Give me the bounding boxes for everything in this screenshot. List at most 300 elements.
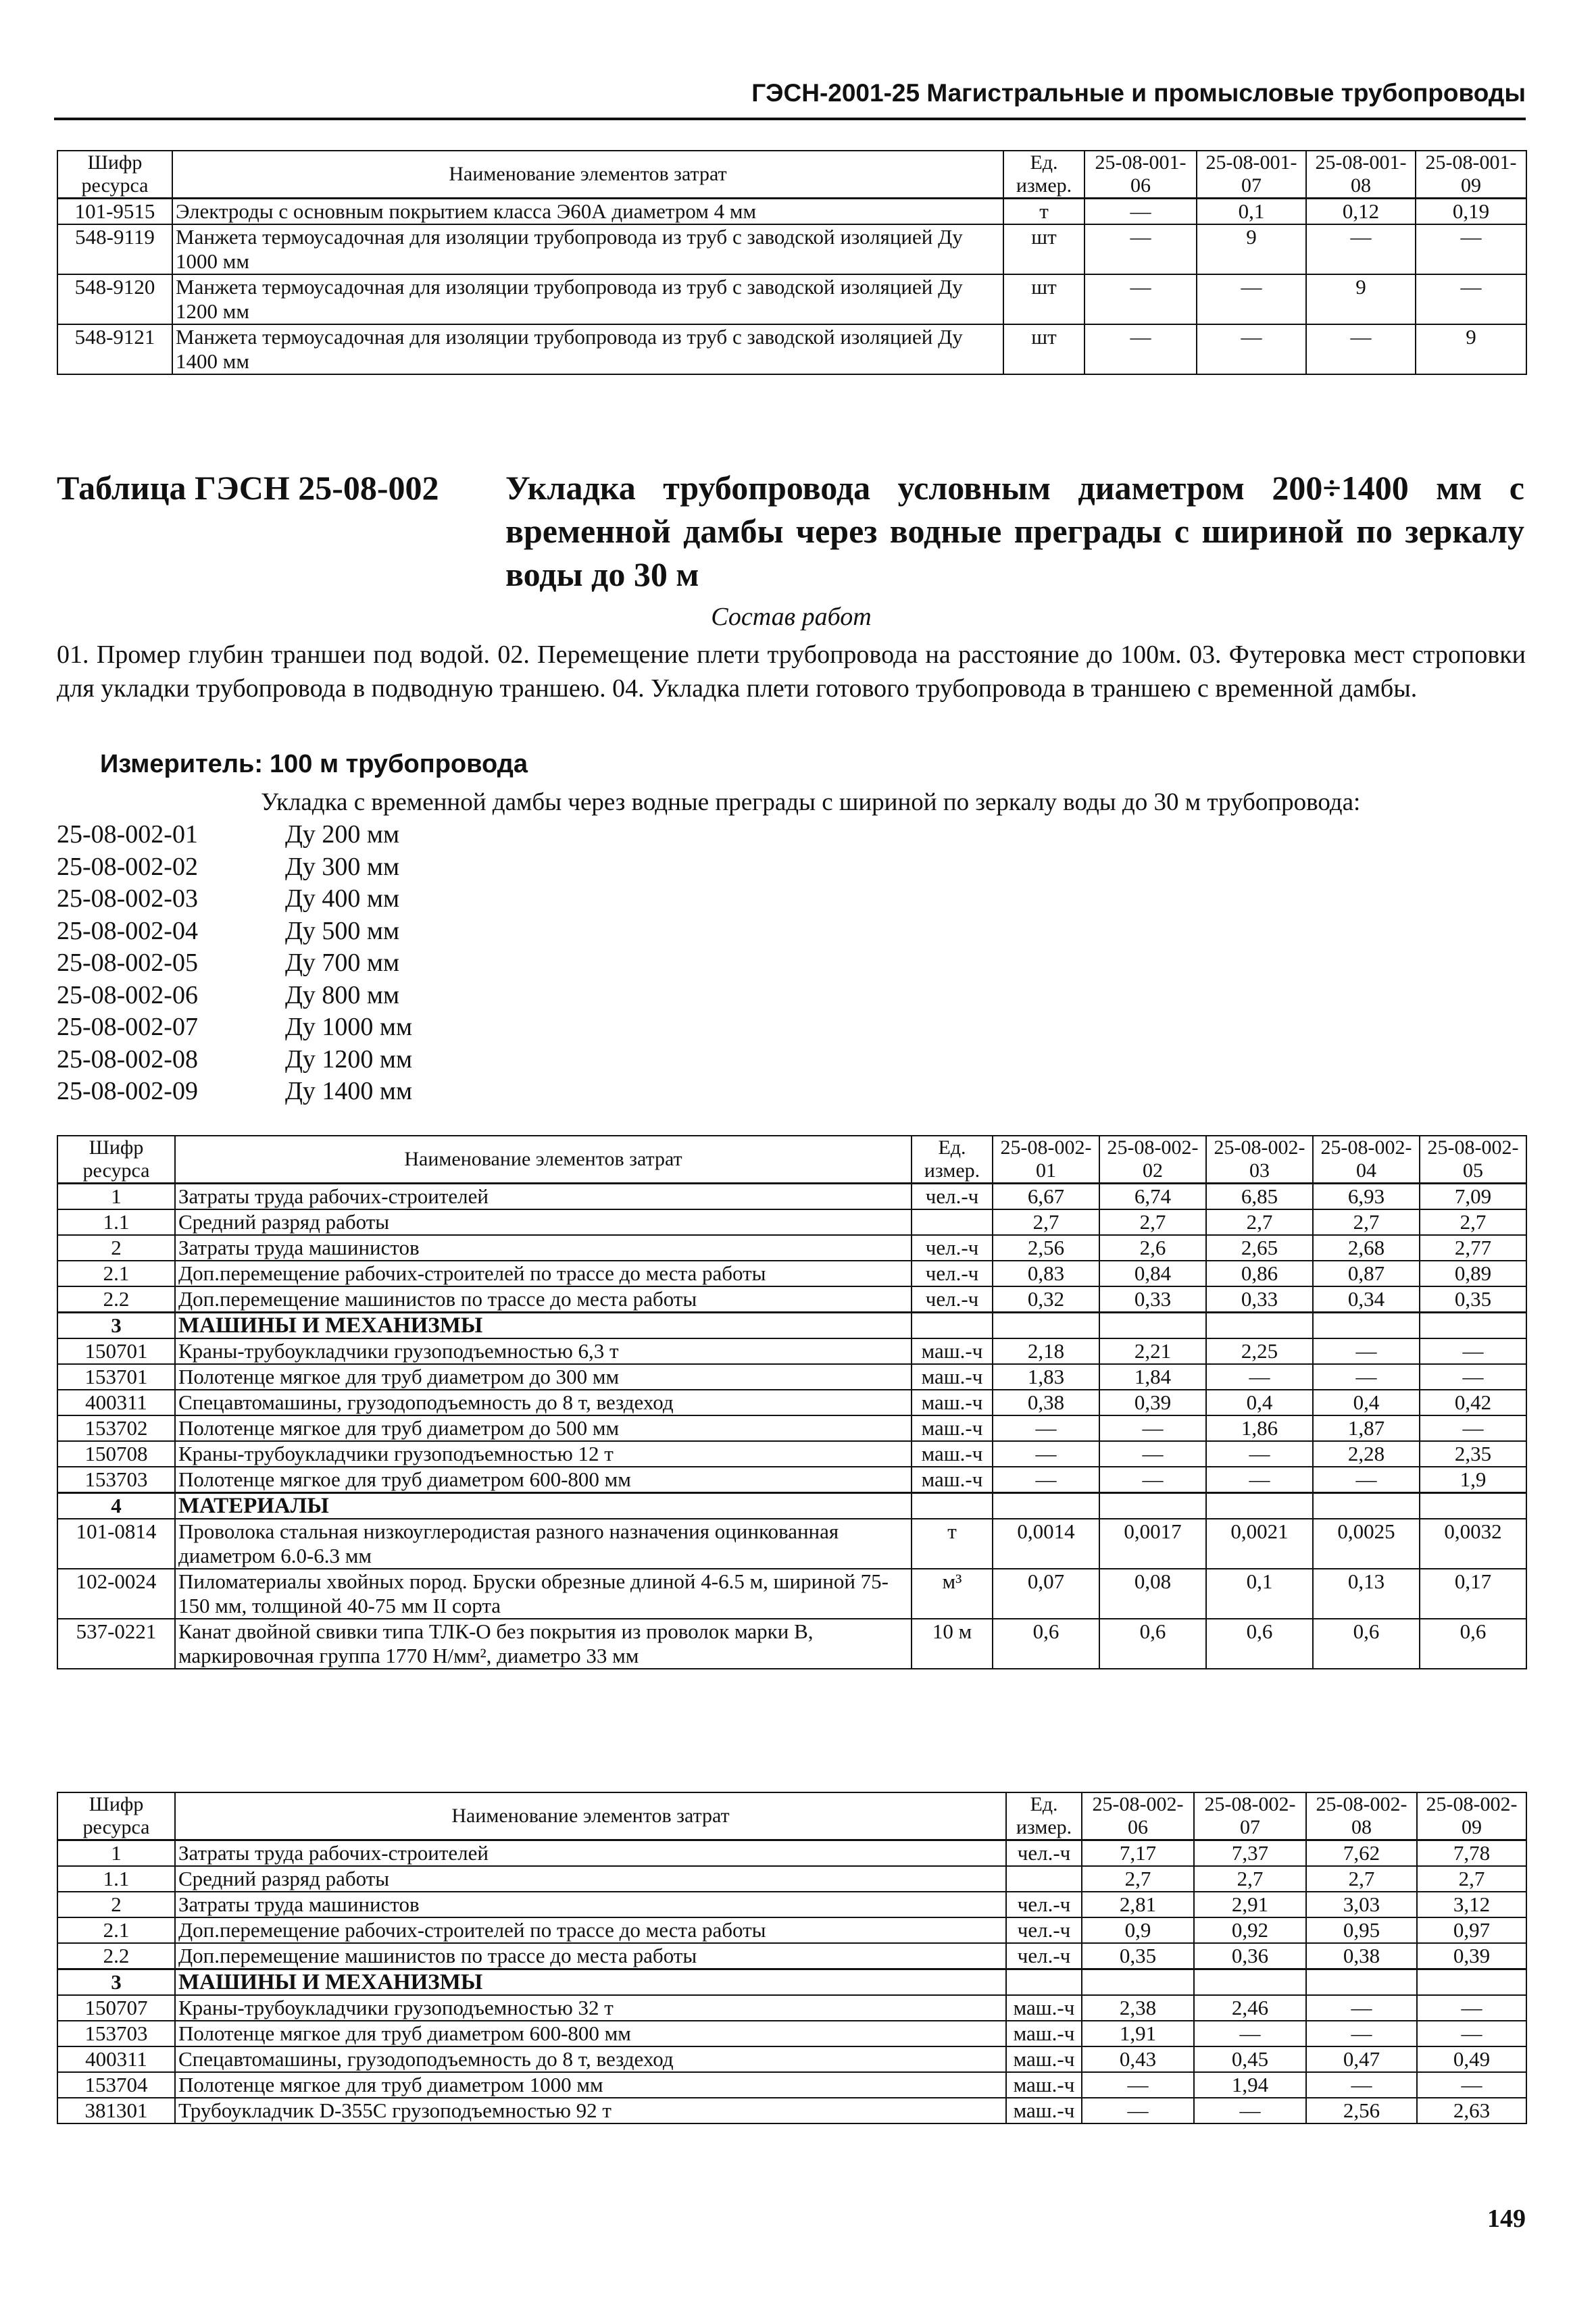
table-row (57, 1866, 1526, 1892)
code-number: 25-08-002-07 (57, 1013, 198, 1041)
resource-value: — (1197, 324, 1306, 374)
resource-value: — (1206, 1467, 1313, 1493)
resource-name: Средний разряд работы (175, 1866, 1006, 1892)
resource-value: 0,39 (1099, 1390, 1206, 1415)
resource-unit (1006, 1969, 1082, 1996)
table-row (57, 1969, 1526, 1996)
table-row (57, 1840, 1526, 1867)
column-header: Ед. измер. (912, 1136, 993, 1184)
resource-name: Краны-трубоукладчики грузоподъемностью 12 т (175, 1441, 912, 1467)
resource-code: 1.1 (57, 1209, 175, 1235)
code-item (57, 1011, 1003, 1044)
resource-unit: 10 м (912, 1619, 993, 1669)
resource-table-top (57, 150, 1527, 375)
resource-value: — (1099, 1467, 1206, 1493)
table-header-row (57, 1792, 1526, 1840)
resource-name: Проволока стальная низкоуглеродистая разного назначения оцинкованная диаметром 6.0-6.3 мм (175, 1519, 912, 1569)
resource-value (993, 1493, 1099, 1519)
resource-value: 0,19 (1416, 199, 1526, 225)
table-row (57, 1441, 1526, 1467)
resource-value: — (1420, 1415, 1526, 1441)
page-header: ГЭСН-2001-25 Магистральные и промысловые трубопроводы (54, 76, 1526, 120)
resource-value: 0,9 (1082, 1917, 1194, 1943)
resource-code: 153702 (57, 1415, 175, 1441)
resource-value: 0,0021 (1206, 1519, 1313, 1569)
code-item (57, 883, 1003, 915)
resource-value (1313, 1313, 1420, 1339)
resource-unit: шт (1003, 324, 1084, 374)
resource-value (993, 1313, 1099, 1339)
resource-code: 381301 (57, 2098, 175, 2123)
code-description: Ду 700 мм (285, 949, 400, 977)
column-header: 25-08-001-08 (1306, 151, 1416, 199)
resource-value: — (1082, 2072, 1194, 2098)
resource-unit: маш.-ч (1006, 2098, 1082, 2123)
table-row (57, 2098, 1526, 2123)
code-number: 25-08-002-06 (57, 980, 198, 1009)
resource-name: Пиломатериалы хвойных пород. Бруски обрезные длиной 4-6.5 м, шириной 75-150 мм, толщиной 40-75 мм II сорта (175, 1569, 912, 1619)
resource-name: Полотенце мягкое для труб диаметром до 300 мм (175, 1364, 912, 1390)
resource-unit: маш.-ч (912, 1441, 993, 1467)
resource-value: 9 (1197, 224, 1306, 274)
resource-code: 153703 (57, 1467, 175, 1493)
column-header: Ед. измер. (1003, 151, 1084, 199)
resource-value: 2,56 (1306, 2098, 1417, 2123)
resource-value: 1,83 (993, 1364, 1099, 1390)
works-heading: Состав работ (711, 603, 872, 631)
resource-name: Доп.перемещение машинистов по трассе до места работы (175, 1286, 912, 1313)
resource-value: 0,17 (1420, 1569, 1526, 1619)
code-item (57, 851, 1003, 884)
resource-unit: маш.-ч (912, 1467, 993, 1493)
table-row (57, 1286, 1526, 1313)
resource-value: 0,45 (1194, 2046, 1306, 2072)
column-header: 25-08-001-06 (1084, 151, 1197, 199)
resource-code: 2 (57, 1892, 175, 1917)
resource-name: Краны-трубоукладчики грузоподъемностью 32 т (175, 1995, 1006, 2021)
resource-name: Спецавтомашины, грузодоподъемность до 8 т, вездеход (175, 1390, 912, 1415)
resource-unit: маш.-ч (912, 1364, 993, 1390)
resource-value: — (1084, 274, 1197, 324)
table-row (57, 1892, 1526, 1917)
resource-value: 2,18 (993, 1338, 1099, 1364)
resource-value: 7,62 (1306, 1840, 1417, 1867)
resource-value: 7,17 (1082, 1840, 1194, 1867)
table-row (57, 224, 1526, 274)
code-description: Ду 1000 мм (285, 1013, 413, 1041)
table-row (57, 1184, 1526, 1210)
resource-name: МАТЕРИАЛЫ (175, 1493, 912, 1519)
table-title: Укладка трубопровода условным диаметром 200÷1400 мм с временной дамбы через водные преграды с шириной по зеркалу воды до 30 м (505, 469, 1524, 593)
resource-value: 6,67 (993, 1184, 1099, 1210)
resource-code: 2 (57, 1235, 175, 1261)
resource-code: 2.1 (57, 1917, 175, 1943)
resource-value: 0,0032 (1420, 1519, 1526, 1569)
resource-value (1206, 1313, 1313, 1339)
resource-unit: маш.-ч (1006, 1995, 1082, 2021)
column-header: Шифр ресурса (57, 1136, 175, 1184)
resource-value: — (1416, 224, 1526, 274)
resource-name: Манжета термоусадочная для изоляции трубопровода из труб с заводской изоляцией Ду 1400 мм (172, 324, 1003, 374)
resource-value: 0,0014 (993, 1519, 1099, 1569)
resource-code: 153704 (57, 2072, 175, 2098)
code-number: 25-08-002-04 (57, 916, 198, 945)
resource-value: — (1313, 1467, 1420, 1493)
resource-unit: маш.-ч (912, 1338, 993, 1364)
resource-value: — (1306, 324, 1416, 374)
resource-value: 1,91 (1082, 2021, 1194, 2046)
resource-value: 2,35 (1420, 1441, 1526, 1467)
resource-value: 1,94 (1194, 2072, 1306, 2098)
resource-value: 0,36 (1194, 1943, 1306, 1969)
resource-value: 0,1 (1197, 199, 1306, 225)
resource-value: 6,93 (1313, 1184, 1420, 1210)
resource-value: 0,4 (1206, 1390, 1313, 1415)
resource-value: — (1306, 2021, 1417, 2046)
resource-name: Краны-трубоукладчики грузоподъемностью 6,3 т (175, 1338, 912, 1364)
resource-name: Доп.перемещение машинистов по трассе до места работы (175, 1943, 1006, 1969)
column-header: 25-08-002-05 (1420, 1136, 1526, 1184)
column-header: Наименование элементов затрат (175, 1792, 1006, 1840)
resource-value: — (1420, 1338, 1526, 1364)
resource-value: 0,84 (1099, 1261, 1206, 1286)
resource-value: — (1313, 1364, 1420, 1390)
table-row (57, 1415, 1526, 1441)
table-row (57, 1364, 1526, 1390)
resource-value: 0,6 (1206, 1619, 1313, 1669)
resource-name: Средний разряд работы (175, 1209, 912, 1235)
resource-unit: шт (1003, 224, 1084, 274)
table-row (57, 1493, 1526, 1519)
table-row (57, 274, 1526, 324)
resource-name: Трубоукладчик D-355C грузоподъемностью 92 т (175, 2098, 1006, 2123)
resource-value: 0,6 (993, 1619, 1099, 1669)
resource-value: 0,6 (1099, 1619, 1206, 1669)
resource-code: 153703 (57, 2021, 175, 2046)
codes-list (57, 819, 1003, 1108)
code-item (57, 915, 1003, 948)
code-description: Ду 300 мм (285, 852, 400, 881)
resource-value: — (1417, 2021, 1526, 2046)
resource-value: 6,74 (1099, 1184, 1206, 1210)
table-header-row (57, 1136, 1526, 1184)
table-row (57, 1313, 1526, 1339)
resource-value: 2,63 (1417, 2098, 1526, 2123)
resource-value: 0,6 (1313, 1619, 1420, 1669)
resource-name: МАШИНЫ И МЕХАНИЗМЫ (175, 1969, 1006, 1996)
resource-value: 0,0017 (1099, 1519, 1206, 1569)
table-row (57, 1619, 1526, 1669)
column-header: 25-08-001-07 (1197, 151, 1306, 199)
resource-value (1420, 1493, 1526, 1519)
resource-name: Электроды с основным покрытием класса Э60А диаметром 4 мм (172, 199, 1003, 225)
resource-value: — (993, 1467, 1099, 1493)
resource-value: 0,34 (1313, 1286, 1420, 1313)
table-row (57, 1917, 1526, 1943)
resource-code: 400311 (57, 2046, 175, 2072)
resource-code: 1 (57, 1184, 175, 1210)
resource-value: 0,1 (1206, 1569, 1313, 1619)
resource-value: 3,12 (1417, 1892, 1526, 1917)
resource-unit: маш.-ч (1006, 2072, 1082, 2098)
resource-value: 7,09 (1420, 1184, 1526, 1210)
resource-unit: т (912, 1519, 993, 1569)
resource-code: 2.2 (57, 1943, 175, 1969)
resource-value: — (993, 1415, 1099, 1441)
resource-value: — (1084, 224, 1197, 274)
code-item (57, 1076, 1003, 1108)
resource-value: 1,87 (1313, 1415, 1420, 1441)
resource-value: 1,84 (1099, 1364, 1206, 1390)
resource-value: 0,97 (1417, 1917, 1526, 1943)
resource-value (1417, 1969, 1526, 1996)
table-row (57, 1235, 1526, 1261)
resource-value: 0,43 (1082, 2046, 1194, 2072)
resource-name: Спецавтомашины, грузодоподъемность до 8 т, вездеход (175, 2046, 1006, 2072)
code-number: 25-08-002-08 (57, 1045, 198, 1074)
table-row (57, 2072, 1526, 2098)
resource-unit (912, 1493, 993, 1519)
resource-value: 0,38 (993, 1390, 1099, 1415)
resource-value: 2,77 (1420, 1235, 1526, 1261)
resource-value: — (1306, 2072, 1417, 2098)
resource-value: 0,86 (1206, 1261, 1313, 1286)
code-number: 25-08-002-09 (57, 1077, 198, 1105)
resource-value: 0,12 (1306, 199, 1416, 225)
resource-value: — (1417, 1995, 1526, 2021)
resource-value: — (1206, 1364, 1313, 1390)
resource-value: — (1099, 1415, 1206, 1441)
resource-code: 1 (57, 1840, 175, 1867)
resource-value: 2,6 (1099, 1235, 1206, 1261)
resource-name: Полотенце мягкое для труб диаметром 1000 мм (175, 2072, 1006, 2098)
resource-code: 2.1 (57, 1261, 175, 1286)
resource-value: 2,7 (1313, 1209, 1420, 1235)
resource-value: 0,33 (1206, 1286, 1313, 1313)
resource-code: 548-9120 (57, 274, 172, 324)
resource-code: 150707 (57, 1995, 175, 2021)
resource-value (1194, 1969, 1306, 1996)
table-label: Таблица ГЭСН 25-08-002 (57, 469, 439, 507)
resource-unit (912, 1209, 993, 1235)
column-header: 25-08-002-01 (993, 1136, 1099, 1184)
resource-value: 2,7 (1306, 1866, 1417, 1892)
resource-code: 102-0024 (57, 1569, 175, 1619)
resource-unit: шт (1003, 274, 1084, 324)
resource-value: 0,08 (1099, 1569, 1206, 1619)
resource-value: 2,56 (993, 1235, 1099, 1261)
resource-unit: чел.-ч (1006, 1943, 1082, 1969)
table-row (57, 1209, 1526, 1235)
resource-code: 150708 (57, 1441, 175, 1467)
resource-code: 3 (57, 1969, 175, 1996)
column-header: 25-08-002-02 (1099, 1136, 1206, 1184)
resource-value: 9 (1306, 274, 1416, 324)
table-row (57, 2021, 1526, 2046)
resource-value (1420, 1313, 1526, 1339)
resource-value: 2,68 (1313, 1235, 1420, 1261)
resource-value: 2,46 (1194, 1995, 1306, 2021)
resource-code: 150701 (57, 1338, 175, 1364)
resource-value: 2,7 (1206, 1209, 1313, 1235)
resource-value: 0,89 (1420, 1261, 1526, 1286)
resource-value: 1,9 (1420, 1467, 1526, 1493)
resource-value: — (1197, 274, 1306, 324)
resource-code: 4 (57, 1493, 175, 1519)
column-header: 25-08-002-03 (1206, 1136, 1313, 1184)
resource-name: Полотенце мягкое для труб диаметром 600-800 мм (175, 1467, 912, 1493)
resource-value: 2,65 (1206, 1235, 1313, 1261)
code-description: Ду 1400 мм (285, 1077, 413, 1105)
resource-value: — (1206, 1441, 1313, 1467)
resource-code: 153701 (57, 1364, 175, 1390)
resource-value: 7,37 (1194, 1840, 1306, 1867)
table-row (57, 1995, 1526, 2021)
resource-unit: чел.-ч (912, 1286, 993, 1313)
column-header: Наименование элементов затрат (172, 151, 1003, 199)
table-row (57, 1467, 1526, 1493)
code-description: Ду 400 мм (285, 884, 400, 913)
resource-code: 101-0814 (57, 1519, 175, 1569)
resource-unit (1006, 1866, 1082, 1892)
resource-value: — (1194, 2098, 1306, 2123)
resource-table-main (57, 1135, 1527, 1669)
resource-value: 9 (1416, 324, 1526, 374)
resource-value: 2,28 (1313, 1441, 1420, 1467)
column-header: Шифр ресурса (57, 151, 172, 199)
resource-unit: маш.-ч (912, 1390, 993, 1415)
column-header: 25-08-002-09 (1417, 1792, 1526, 1840)
code-item (57, 980, 1003, 1012)
resource-value: 2,7 (993, 1209, 1099, 1235)
code-description: Ду 200 мм (285, 820, 400, 849)
resource-value: 0,87 (1313, 1261, 1420, 1286)
resource-code: 548-9119 (57, 224, 172, 274)
column-header: Наименование элементов затрат (175, 1136, 912, 1184)
resource-value (1206, 1493, 1313, 1519)
resource-value: 0,39 (1417, 1943, 1526, 1969)
code-item (57, 947, 1003, 980)
resource-unit: маш.-ч (1006, 2021, 1082, 2046)
resource-name: Полотенце мягкое для труб диаметром до 500 мм (175, 1415, 912, 1441)
page-number: 149 (1487, 2205, 1526, 2233)
resource-unit: чел.-ч (1006, 1892, 1082, 1917)
resource-value (1099, 1493, 1206, 1519)
resource-value: — (1416, 274, 1526, 324)
resource-value: 0,33 (1099, 1286, 1206, 1313)
table-row (57, 1261, 1526, 1286)
resource-code: 3 (57, 1313, 175, 1339)
resource-value: — (1194, 2021, 1306, 2046)
resource-value: 0,38 (1306, 1943, 1417, 1969)
table-row (57, 324, 1526, 374)
column-header: 25-08-001-09 (1416, 151, 1526, 199)
table-row (57, 1943, 1526, 1969)
code-number: 25-08-002-01 (57, 820, 198, 849)
resource-value: 6,85 (1206, 1184, 1313, 1210)
resource-value: — (1084, 324, 1197, 374)
table-row (57, 1390, 1526, 1415)
table-row (57, 1569, 1526, 1619)
resource-value: 0,13 (1313, 1569, 1420, 1619)
resource-name: Затраты труда машинистов (175, 1892, 1006, 1917)
resource-code: 548-9121 (57, 324, 172, 374)
table-row (57, 199, 1526, 225)
resource-value: — (1084, 199, 1197, 225)
code-number: 25-08-002-02 (57, 852, 198, 881)
resource-unit: чел.-ч (912, 1184, 993, 1210)
resource-code: 2.2 (57, 1286, 175, 1313)
resource-name: Затраты труда рабочих-строителей (175, 1840, 1006, 1867)
works-text: 01. Промер глубин траншеи под водой. 02. Перемещение плети трубопровода на расстояние до 100м. 03. Футеровка мест строповки для укладки трубопровода в подводную траншею. 04. Укладка плети готового трубопровода в траншею с временной дамбы. (57, 640, 1526, 703)
resource-unit: чел.-ч (912, 1261, 993, 1286)
code-item (57, 1044, 1003, 1076)
table-header-row (57, 151, 1526, 199)
resource-value: 0,35 (1082, 1943, 1194, 1969)
resource-code: 537-0221 (57, 1619, 175, 1669)
resource-value: 2,21 (1099, 1338, 1206, 1364)
resource-value: 3,03 (1306, 1892, 1417, 1917)
resource-value: 0,95 (1306, 1917, 1417, 1943)
resource-unit: чел.-ч (912, 1235, 993, 1261)
resource-unit: чел.-ч (1006, 1840, 1082, 1867)
meter-value: 100 м трубопровода (269, 750, 528, 778)
column-header: Ед. измер. (1006, 1792, 1082, 1840)
resource-name: МАШИНЫ И МЕХАНИЗМЫ (175, 1313, 912, 1339)
resource-value: 0,35 (1420, 1286, 1526, 1313)
code-number: 25-08-002-03 (57, 884, 198, 913)
resource-name: Манжета термоусадочная для изоляции трубопровода из труб с заводской изоляцией Ду 1200 мм (172, 274, 1003, 324)
resource-unit: маш.-ч (912, 1415, 993, 1441)
resource-value (1082, 1969, 1194, 1996)
resource-value: — (1420, 1364, 1526, 1390)
resource-value: — (1417, 2072, 1526, 2098)
resource-code: 1.1 (57, 1866, 175, 1892)
resource-value: 0,6 (1420, 1619, 1526, 1669)
resource-unit: т (1003, 199, 1084, 225)
resource-unit: чел.-ч (1006, 1917, 1082, 1943)
resource-unit: м³ (912, 1569, 993, 1619)
resource-value: 0,07 (993, 1569, 1099, 1619)
resource-code: 400311 (57, 1390, 175, 1415)
resource-value: — (1306, 224, 1416, 274)
resource-value: — (1306, 1995, 1417, 2021)
column-header: 25-08-002-07 (1194, 1792, 1306, 1840)
resource-value: 2,25 (1206, 1338, 1313, 1364)
resource-unit (912, 1313, 993, 1339)
column-header: 25-08-002-04 (1313, 1136, 1420, 1184)
resource-value: 0,4 (1313, 1390, 1420, 1415)
resource-value: 2,7 (1194, 1866, 1306, 1892)
resource-value: — (993, 1441, 1099, 1467)
column-header: Шифр ресурса (57, 1792, 175, 1840)
resource-name: Полотенце мягкое для труб диаметром 600-800 мм (175, 2021, 1006, 2046)
code-number: 25-08-002-05 (57, 949, 198, 977)
resource-value: 2,81 (1082, 1892, 1194, 1917)
resource-value: 2,91 (1194, 1892, 1306, 1917)
resource-value: 2,7 (1082, 1866, 1194, 1892)
resource-value: 1,86 (1206, 1415, 1313, 1441)
resource-name: Манжета термоусадочная для изоляции трубопровода из труб с заводской изоляцией Ду 1000 мм (172, 224, 1003, 274)
resource-value: 0,42 (1420, 1390, 1526, 1415)
resource-value: 2,7 (1417, 1866, 1526, 1892)
resource-value: 2,38 (1082, 1995, 1194, 2021)
code-description: Ду 800 мм (285, 980, 400, 1009)
resource-value (1306, 1969, 1417, 1996)
resource-name: Затраты труда машинистов (175, 1235, 912, 1261)
resource-value (1099, 1313, 1206, 1339)
resource-value: 0,32 (993, 1286, 1099, 1313)
